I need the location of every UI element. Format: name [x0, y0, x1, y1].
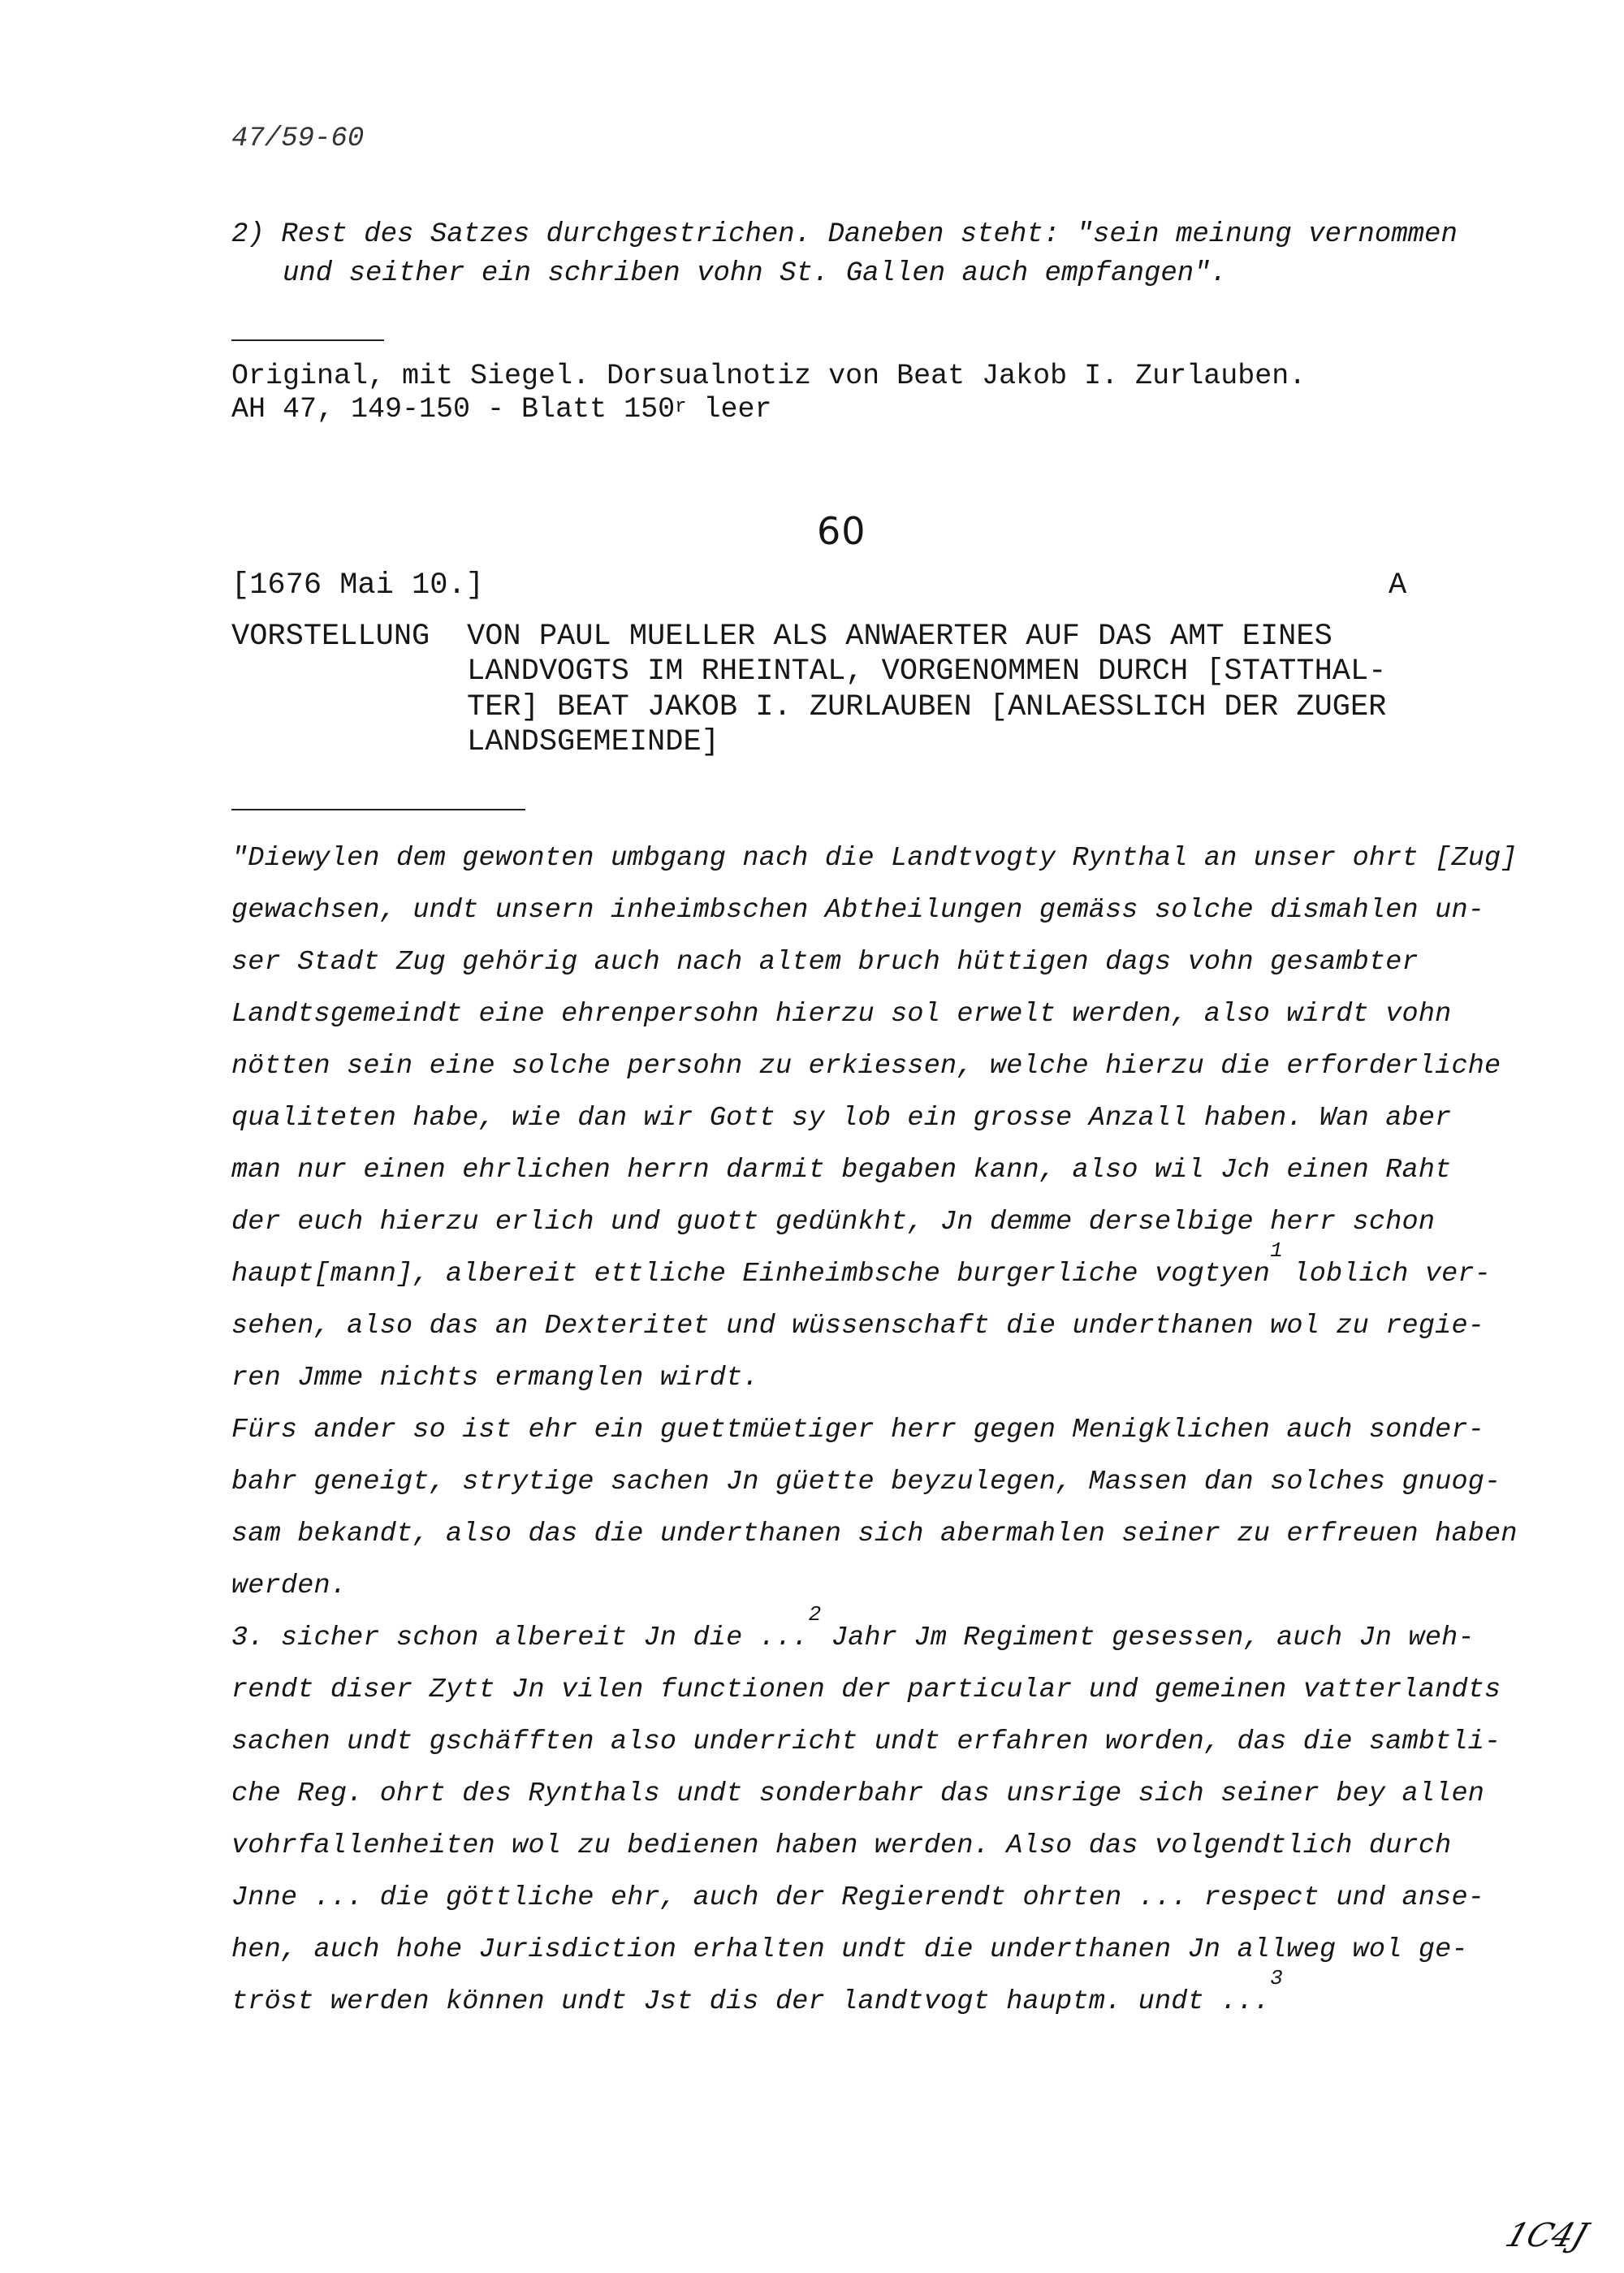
footnote-line: und seither ein schriben vohn St. Gallen auch empfangen".	[283, 258, 1227, 289]
document-date: [1676 Mai 10.]	[231, 568, 484, 603]
footnote-line: 2) Rest des Satzes durchgestrichen. Daneben steht: "sein meinung vernommen	[231, 219, 1458, 250]
body-line: tröst werden können undt Jst dis der landtvogt hauptm. undt ...3	[231, 1966, 1283, 2017]
divider	[231, 339, 384, 341]
divider	[231, 809, 525, 810]
body-line-text: haupt[mann], albereit ettliche Einheimbsche burgerliche vogtyen	[231, 1259, 1271, 1290]
body-line: Landtsgemeindt eine ehrenpersohn hierzu sol erwelt werden, also wirdt vohn	[231, 999, 1452, 1030]
body-line-text: 3. sicher schon albereit Jn die ...	[231, 1623, 809, 1653]
title-line: TER] BEAT JAKOB I. ZURLAUBEN [ANLAESSLICH DER ZUGER	[467, 690, 1387, 724]
body-line: ren Jmme nichts ermanglen wirdt.	[231, 1363, 759, 1394]
source-note: Original, mit Siegel. Dorsualnotiz von Beat Jakob I. Zurlauben.	[231, 360, 1307, 392]
body-line: man nur einen ehrlichen herrn darmit begaben kann, also wil Jch einen Raht	[231, 1155, 1452, 1186]
body-line: sehen, also das an Dexteritet und wüssenschaft die underthanen wol zu regie-	[231, 1311, 1485, 1342]
source-location-text: AH 47, 149-150 - Blatt 150	[231, 393, 676, 426]
body-line: Fürs ander so ist ehr ein guettmüetiger herr gegen Menigklichen auch sonder-	[231, 1415, 1485, 1445]
body-line: der euch hierzu erlich und guott gedünkht, Jn demme derselbige herr schon	[231, 1207, 1436, 1238]
body-line: bahr geneigt, strytige sachen Jn güette beyzulegen, Massen dan solches gnuog-	[231, 1467, 1501, 1497]
classification-letter: A	[1389, 568, 1407, 603]
body-line: werden.	[231, 1571, 348, 1601]
title-line: LANDSGEMEINDE]	[467, 725, 719, 759]
handwritten-page-mark: 1C4J	[1501, 2217, 1593, 2254]
body-line-tail: loblich ver-	[1276, 1259, 1492, 1290]
title-label: VORSTELLUNG	[231, 620, 430, 654]
body-line: che Reg. ohrt des Rynthals undt sonderbahr das unsrige sich seiner bey allen	[231, 1778, 1485, 1809]
body-line: haupt[mann], albereit ettliche Einheimbsche burgerliche vogtyen1 loblich ver-	[231, 1238, 1492, 1290]
body-line: sam bekandt, also das die underthanen sich abermahlen seiner zu erfreuen haben	[231, 1519, 1518, 1549]
body-line: hen, auch hohe Jurisdiction erhalten undt die underthanen Jn allweg wol ge-	[231, 1934, 1468, 1965]
body-line: 3. sicher schon albereit Jn die ...2 Jahr Jm Regiment gesessen, auch Jn weh-	[231, 1602, 1475, 1653]
body-line: gewachsen, undt unsern inheimbschen Abtheilungen gemäss solche dismahlen un-	[231, 895, 1485, 926]
title-line: VON PAUL MUELLER ALS ANWAERTER AUF DAS AMT EINES	[467, 620, 1332, 654]
source-location-sup: r	[675, 396, 687, 418]
body-line: Jnne ... die göttliche ehr, auch der Regierendt ohrten ... respect und anse-	[231, 1882, 1485, 1913]
source-location-tail: leer	[686, 393, 772, 426]
body-line: sachen undt gschäfften also underricht undt erfahren worden, das die sambtli-	[231, 1726, 1501, 1757]
title-line: LANDVOGTS IM RHEINTAL, VORGENOMMEN DURCH [STATTHAL-	[467, 655, 1387, 689]
source-note-location	[231, 393, 772, 426]
body-line: "Diewylen dem gewonten umbgang nach die Landtvogty Rynthal an unser ohrt [Zug]	[231, 843, 1518, 874]
body-line: vohrfallenheiten wol zu bedienen haben werden. Also das volgendtlich durch	[231, 1830, 1452, 1861]
body-line: qualiteten habe, wie dan wir Gott sy lob ein grosse Anzall haben. Wan aber	[231, 1103, 1452, 1134]
header-reference: 47/59-60	[231, 123, 365, 154]
body-line-tail: Jahr Jm Regiment gesessen, auch Jn weh-	[814, 1623, 1475, 1653]
body-line: rendt diser Zytt Jn vilen functionen der particular und gemeinen vatterlandts	[231, 1675, 1501, 1705]
body-line: nötten sein eine solche persohn zu erkiessen, welche hierzu die erforderliche	[231, 1051, 1501, 1082]
document-number: 60	[817, 509, 866, 553]
body-line: ser Stadt Zug gehörig auch nach altem bruch hüttigen dags vohn gesambter	[231, 947, 1419, 978]
body-line-text: tröst werden können undt Jst dis der landtvogt hauptm. undt ...	[231, 1986, 1271, 2017]
